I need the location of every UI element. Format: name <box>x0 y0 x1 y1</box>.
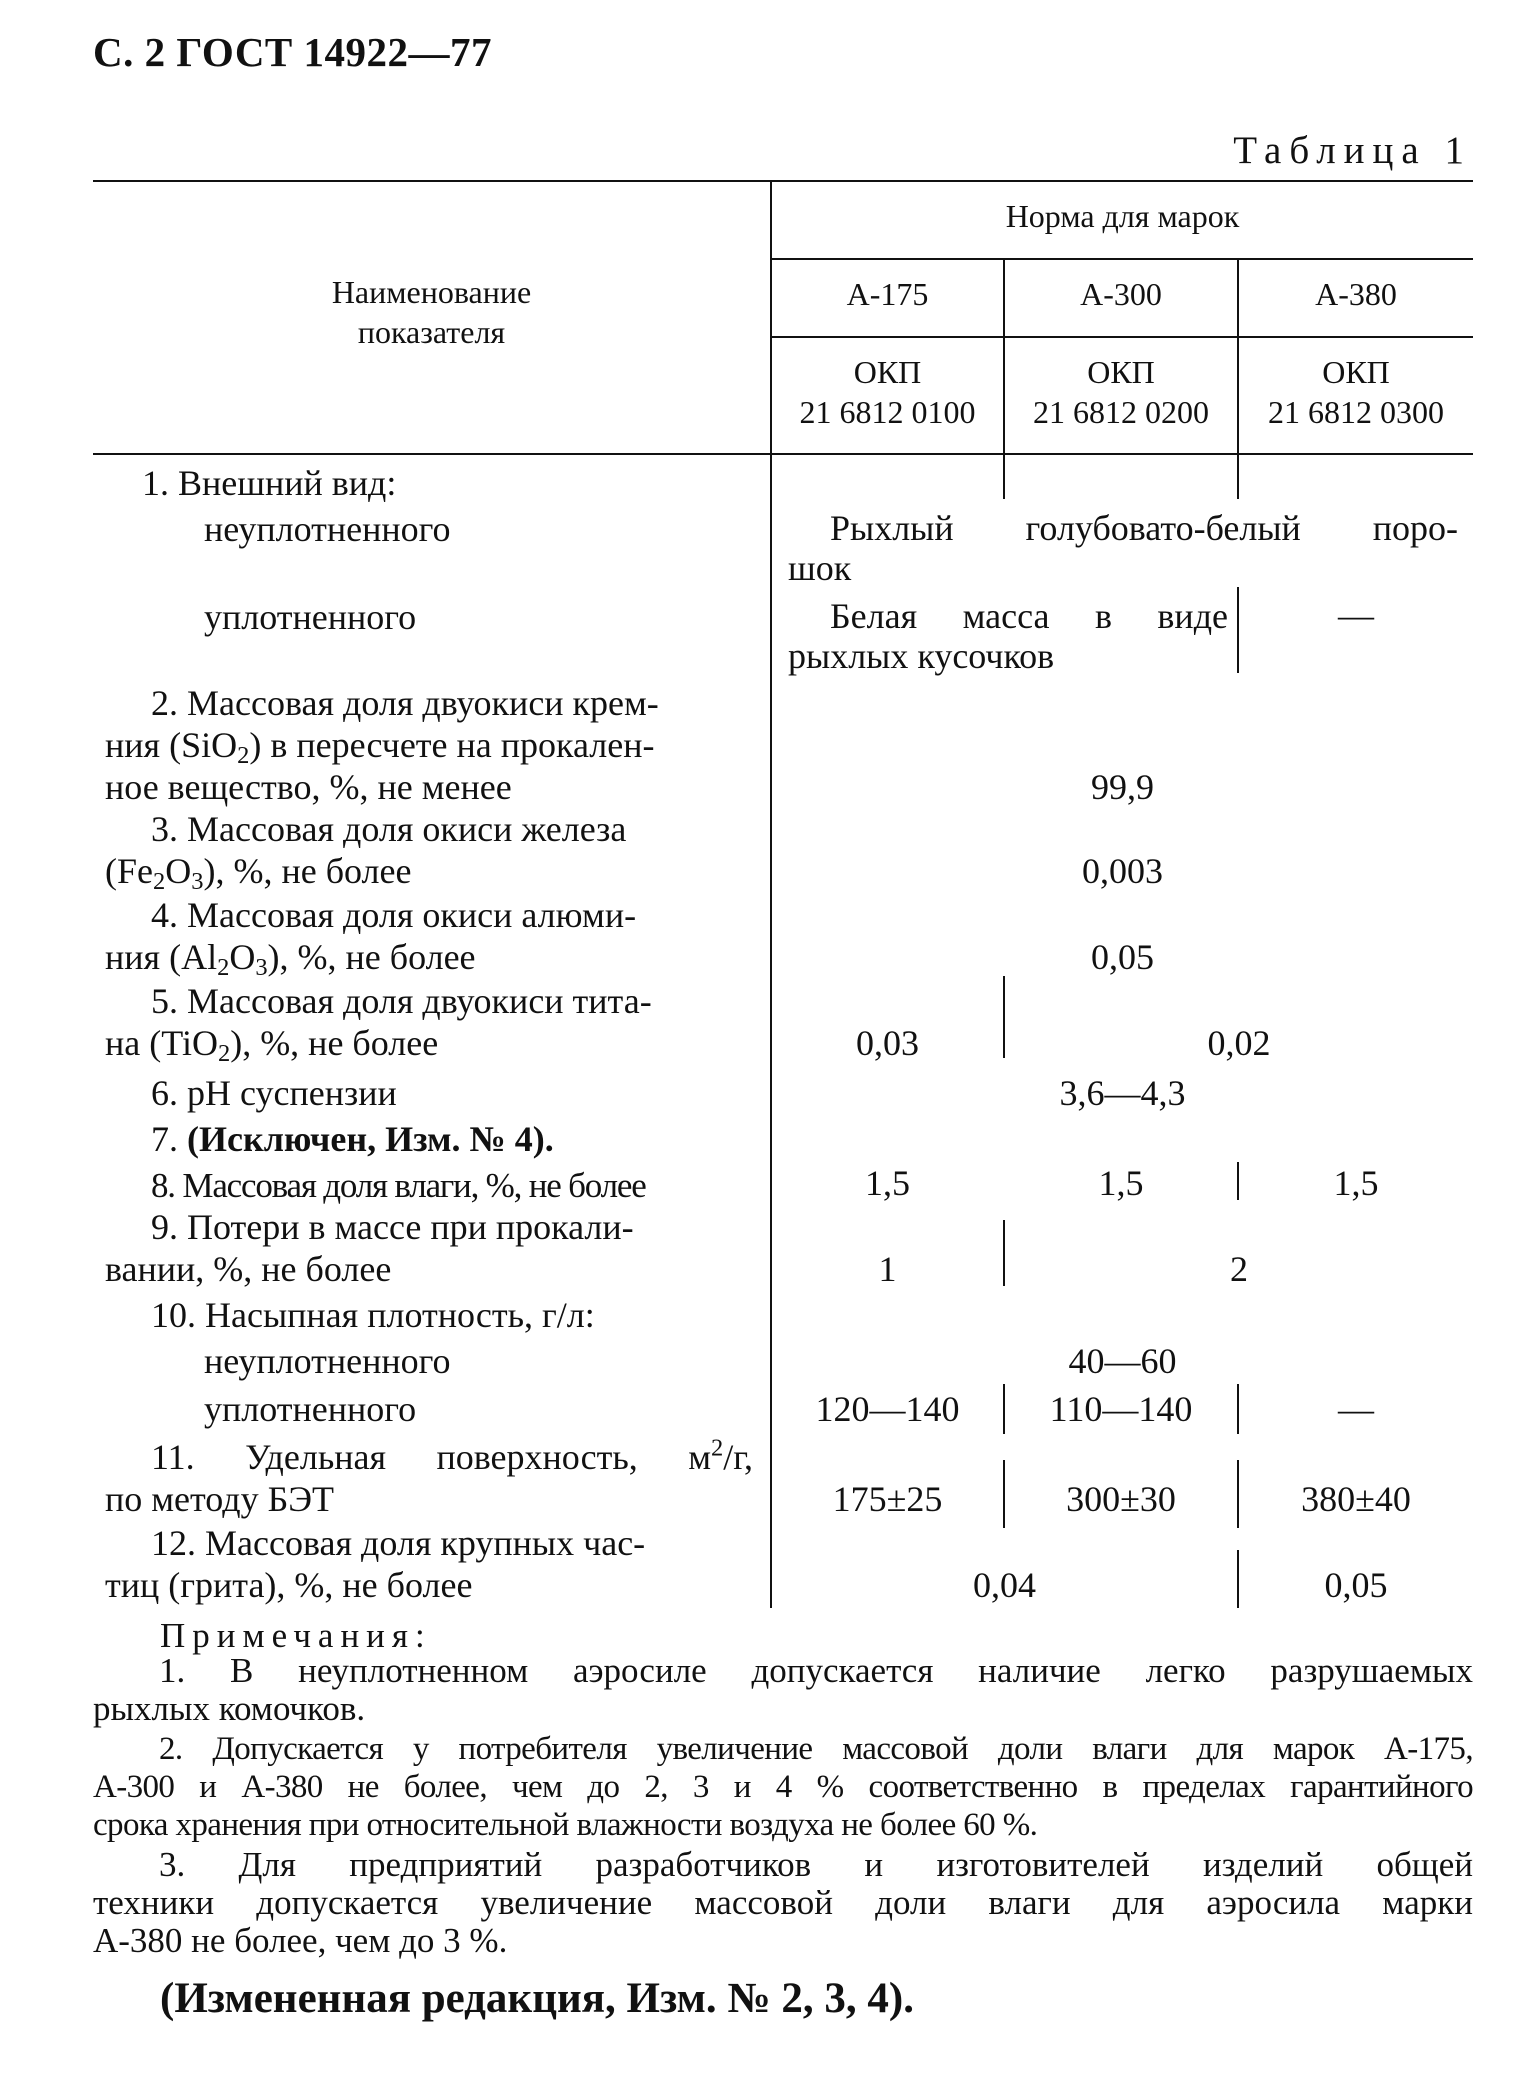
note-2-l1: 2. Допускается у потребителя увеличение массовой доли влаги для марок А-175, <box>159 1731 1473 1767</box>
row9-value-a300-a380: 2 <box>1230 1249 1248 1289</box>
row4-value: 0,05 <box>1091 937 1154 977</box>
row3-l2-a: (Fe <box>105 851 153 891</box>
row2-value: 99,9 <box>1091 767 1154 807</box>
row11-l2: по методу БЭТ <box>105 1479 334 1519</box>
row4-l2 <box>105 936 753 982</box>
page-header: С. 2 ГОСТ 14922—77 <box>93 29 493 75</box>
okp-a175 <box>772 352 1003 432</box>
row5-l2 <box>105 1022 753 1068</box>
note-1 <box>93 1652 1473 1728</box>
row9-label <box>105 1206 753 1290</box>
row3-l2-s1: 2 <box>153 868 166 896</box>
row3-value: 0,003 <box>1082 851 1163 891</box>
okp-code: 21 6812 0300 <box>1268 394 1444 430</box>
row11-l1-pre: 11. Удельная поверхность, м <box>151 1437 712 1477</box>
header-rule-okp <box>770 336 1473 338</box>
table-top-rule <box>93 180 1473 182</box>
row2-l1: 2. Массовая доля двуокиси крем- <box>151 683 659 723</box>
row6-label: 6. pH суспензии <box>151 1073 397 1113</box>
notes-heading: Примечания: <box>160 1616 432 1655</box>
row5-label <box>105 980 753 1068</box>
row1-sub2-value-l2: рыхлых кусочков <box>788 636 1055 676</box>
row11-l1-sup: 2 <box>711 1434 724 1462</box>
row5-l1: 5. Массовая доля двуокиси тита- <box>151 981 652 1021</box>
okp-a380 <box>1239 352 1473 432</box>
row5-l2-a: на (TiO <box>105 1023 218 1063</box>
row10-sub2-a380: — <box>1338 1389 1374 1429</box>
row5-value-a300-a380: 0,02 <box>1207 1023 1271 1063</box>
row4-l2-c: ), %, не более <box>267 937 476 977</box>
row11-l1 <box>105 1436 753 1478</box>
row1-sub1-value-l1: Рыхлый голубовато-белый поро- <box>830 508 1458 548</box>
row12-value-a380: 0,05 <box>1324 1565 1388 1605</box>
row3-l2-s2: 3 <box>191 868 204 896</box>
row2-l2-post: ) в пересчете на прокален- <box>249 725 655 765</box>
row12-label <box>105 1522 753 1606</box>
row2-l2-pre: ния (SiO <box>105 725 238 765</box>
row1-sub1-value <box>788 508 1458 588</box>
row5-l2-s1: 2 <box>217 1040 231 1068</box>
row11-value-a380: 380±40 <box>1301 1479 1411 1519</box>
row9-l2: вании, %, не более <box>105 1249 392 1289</box>
okp-label: ОКП <box>1087 354 1155 390</box>
row4-l2-s2: 3 <box>255 954 268 982</box>
row10-sub2-a175: 120—140 <box>815 1389 960 1429</box>
grade-a300: А-300 <box>1080 276 1162 312</box>
row1-sub2-value-l1: Белая масса в виде <box>830 596 1228 636</box>
row12-l1: 12. Массовая доля крупных час- <box>151 1523 646 1563</box>
norm-header: Норма для марок <box>1005 198 1240 234</box>
row10-sub1: неуплотненного <box>204 1341 451 1381</box>
row3-label <box>105 808 753 896</box>
row4-l2-b: O <box>229 937 256 977</box>
okp-label: ОКП <box>853 354 922 390</box>
row2-l2 <box>105 724 753 770</box>
row5-l2-c: ), %, не более <box>230 1023 439 1063</box>
row10-sub2-a300: 110—140 <box>1049 1389 1193 1429</box>
amendment-note: (Измененная редакция, Изм. № 2, 3, 4). <box>160 1975 914 2022</box>
row2-label <box>105 682 753 808</box>
row4-l1: 4. Массовая доля окиси алюми- <box>151 895 637 935</box>
note-1-l2: рыхлых комочков. <box>93 1689 366 1728</box>
note-1-l1: 1. В неуплотненном аэросиле допускается наличие легко разрушаемых <box>159 1651 1473 1690</box>
row3-l2-b: O <box>165 851 192 891</box>
sep-r1-b <box>1237 453 1239 499</box>
row8-label: 8. Массовая доля влаги, %, не более <box>151 1166 646 1205</box>
table-title: Таблица 1 <box>1233 129 1472 172</box>
row11-value-a300: 300±30 <box>1066 1479 1176 1519</box>
row7-num: 7. <box>151 1119 178 1159</box>
okp-code: 21 6812 0200 <box>1033 394 1209 430</box>
note-3-l1: 3. Для предприятий разработчиков и изготовителей изделий общей <box>159 1845 1473 1884</box>
row1-sub2: уплотненного <box>204 597 417 637</box>
row7-label <box>151 1118 554 1160</box>
note-3-l2: техники допускается увеличение массовой доли влаги для аэросила марки <box>93 1883 1473 1922</box>
okp-code: 21 6812 0100 <box>799 394 976 430</box>
row3-l2 <box>105 850 753 896</box>
row4-l2-s1: 2 <box>217 954 230 982</box>
row4-l2-a: ния (Al <box>105 937 218 977</box>
col-header-name <box>93 272 770 352</box>
row5-value-a175: 0,03 <box>856 1023 919 1063</box>
header-rule-grades <box>770 258 1473 260</box>
row10-title: 10. Насыпная плотность, г/л: <box>151 1295 595 1335</box>
row12-value-a175-a300: 0,04 <box>973 1565 1036 1605</box>
row1-title: 1. Внешний вид: <box>142 463 397 503</box>
okp-a300 <box>1005 352 1237 432</box>
note-2-l2: А-300 и А-380 не более, чем до 2, 3 и 4 % соответственно в пределах гарантийного <box>93 1769 1473 1805</box>
grade-a380: А-380 <box>1315 276 1397 312</box>
grade-a175: А-175 <box>846 276 929 312</box>
row7-excluded: (Исключен, Изм. № 4). <box>187 1119 554 1159</box>
note-3 <box>93 1846 1473 1960</box>
col-header-name-l2: показателя <box>357 314 506 350</box>
row4-label <box>105 894 753 982</box>
header-bottom-rule <box>93 453 1473 455</box>
note-3-l3: А-380 не более, чем до 3 %. <box>93 1921 508 1960</box>
row10-sub2: уплотненного <box>204 1389 417 1429</box>
row11-label <box>105 1436 753 1520</box>
row8-value-a175: 1,5 <box>865 1163 910 1203</box>
row9-l1: 9. Потери в массе при прокали- <box>151 1207 634 1247</box>
row1-sub1: неуплотненного <box>204 509 451 549</box>
row8-value-a380: 1,5 <box>1333 1163 1379 1203</box>
note-2-l3: срока хранения при относительной влажности воздуха не более 60 %. <box>93 1807 1038 1843</box>
row2-l2-sub: 2 <box>237 742 250 770</box>
row3-l2-c: ), %, не более <box>203 851 412 891</box>
row1-sub2-value-a380: — <box>1338 595 1374 635</box>
row8-value-a300: 1,5 <box>1098 1163 1144 1203</box>
row10-sub1-value: 40—60 <box>1068 1341 1177 1381</box>
row9-value-a175: 1 <box>878 1249 897 1289</box>
note-2 <box>93 1730 1473 1844</box>
row2-l3: ное вещество, %, не менее <box>105 767 512 807</box>
row6-value: 3,6—4,3 <box>1059 1073 1186 1113</box>
row11-l1-post: /г, <box>723 1437 753 1477</box>
okp-label: ОКП <box>1322 354 1390 390</box>
row11-value-a175: 175±25 <box>832 1479 943 1519</box>
row12-l2: тиц (грита), %, не более <box>105 1565 473 1605</box>
row1-sub2-value <box>788 596 1228 676</box>
row1-sub1-value-l2: шок <box>788 548 852 588</box>
col-header-name-l1: Наименование <box>331 274 532 310</box>
sep-r1-a <box>1003 453 1005 499</box>
row3-l1: 3. Массовая доля окиси железа <box>151 809 627 849</box>
